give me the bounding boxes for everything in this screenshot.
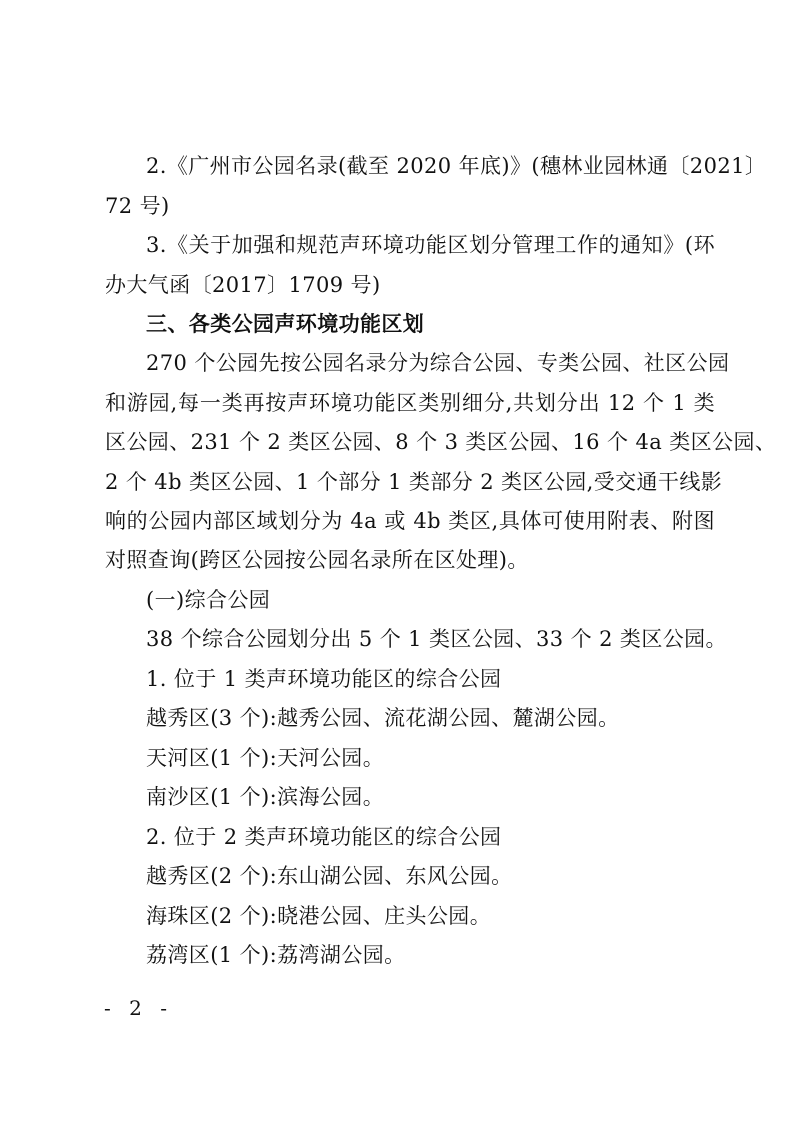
reference-item-3-continued: 办大气函〔2017〕1709 号) xyxy=(105,273,381,297)
subsection-heading: (一)综合公园 xyxy=(146,588,271,612)
paragraph-line: 响的公园内部区域划分为 4a 或 4b 类区,具体可使用附表、附图 xyxy=(105,509,715,533)
reference-item-2: 2.《广州市公园名录(截至 2020 年底)》(穗林业园林通〔2021〕 xyxy=(146,154,767,178)
district-entry: 荔湾区(1 个):荔湾湖公园。 xyxy=(146,943,406,967)
page-number: - 2 - xyxy=(104,996,173,1020)
district-entry: 海珠区(2 个):晓港公园、庄头公园。 xyxy=(146,904,492,928)
district-entry: 越秀区(2 个):东山湖公园、东风公园。 xyxy=(146,864,513,888)
paragraph-line: 对照查询(跨区公园按公园名录所在区处理)。 xyxy=(105,548,529,572)
list-heading-class-2: 2. 位于 2 类声环境功能区的综合公园 xyxy=(146,825,502,849)
district-entry: 越秀区(3 个):越秀公园、流花湖公园、麓湖公园。 xyxy=(146,706,620,730)
section-heading: 三、各类公园声环境功能区划 xyxy=(146,312,425,336)
list-heading-class-1: 1. 位于 1 类声环境功能区的综合公园 xyxy=(146,667,502,691)
paragraph-line: 270 个公园先按公园名录分为综合公园、专类公园、社区公园 xyxy=(146,351,730,375)
summary-line: 38 个综合公园划分出 5 个 1 类区公园、33 个 2 类区公园。 xyxy=(146,627,727,651)
reference-item-2-continued: 72 号) xyxy=(105,194,170,218)
district-entry: 南沙区(1 个):滨海公园。 xyxy=(146,785,385,809)
district-entry: 天河区(1 个):天河公园。 xyxy=(146,746,385,770)
paragraph-line: 和游园,每一类再按声环境功能区类别细分,共划分出 12 个 1 类 xyxy=(105,391,715,415)
paragraph-line: 区公园、231 个 2 类区公园、8 个 3 类区公园、16 个 4a 类区公园、 xyxy=(105,430,777,454)
paragraph-line: 2 个 4b 类区公园、1 个部分 1 类部分 2 类区公园,受交通干线影 xyxy=(105,470,723,494)
reference-item-3: 3.《关于加强和规范声环境功能区划分管理工作的通知》(环 xyxy=(146,233,715,257)
